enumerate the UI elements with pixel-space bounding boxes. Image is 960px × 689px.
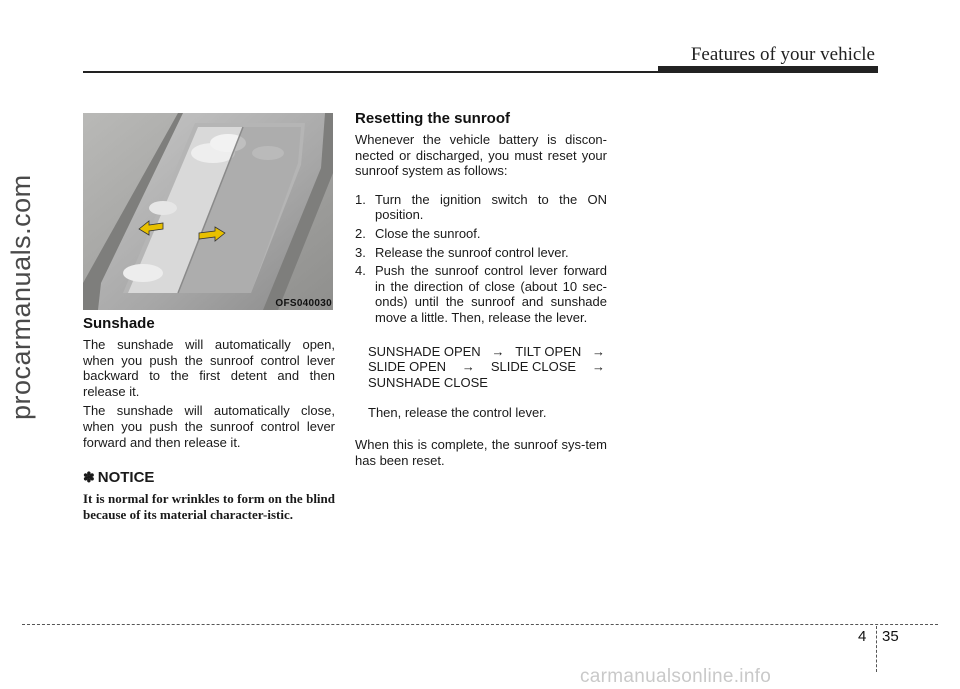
footer-divider (876, 626, 877, 672)
reset-heading: Resetting the sunroof (355, 110, 511, 127)
notice-title (83, 469, 335, 486)
sequence-item: SLIDE OPEN (368, 359, 447, 375)
chapter-number: 4 (858, 628, 867, 645)
reset-step: 3. Release the sunroof control lever. (355, 244, 569, 260)
arrow-right-icon: → (461, 359, 475, 375)
page-header-title: Features of your vehicle (690, 44, 875, 65)
sunshade-paragraph-open: The sunshade will automatically open, when you push the sunroof control lever backward to the first detent and then release it. (83, 337, 335, 399)
reset-step: 1. Turn the ignition switch to the ON position. (355, 191, 607, 223)
reset-step: 2. Close the sunroof. (355, 225, 481, 241)
notice-title-text: NOTICE (97, 469, 155, 487)
then-release-text: Then, release the control lever. (368, 405, 547, 421)
reset-step: 4. Push the sunroof control lever forward in the direction of close (about 10 sec-onds) until the sunroof and sunshade move a little. Then, release the lever. (355, 263, 607, 325)
side-watermark: procarmanuals.com (6, 174, 36, 420)
figure-code: OFS040030 (275, 298, 332, 309)
notice-text: It is normal for wrinkles to form on the blind because of its material character-istic. (83, 491, 335, 522)
reset-intro: Whenever the vehicle battery is discon-nected or discharged, you must reset your sunroof system as follows: (355, 132, 607, 179)
arrow-right-icon: → (491, 343, 505, 359)
page-number: 35 (882, 628, 899, 645)
sunshade-heading: Sunshade (83, 315, 155, 332)
reset-steps (355, 192, 607, 326)
sequence-item: TILT OPEN (515, 343, 582, 359)
notice-mark-icon: ✽ (83, 469, 95, 486)
reset-sequence (355, 344, 607, 391)
sequence-item: SUNSHADE CLOSE (368, 374, 488, 390)
sunshade-paragraph-close: The sunshade will automatically close, when you push the sunroof control lever forward and then release it. (83, 403, 335, 450)
right-column (355, 110, 607, 468)
reset-complete-text: When this is complete, the sunroof sys-tem has been reset. (355, 436, 607, 468)
arrow-right-icon: → (591, 343, 605, 359)
sequence-item: SUNSHADE OPEN (368, 343, 481, 359)
sunroof-drawing (83, 113, 333, 310)
sequence-item: SLIDE CLOSE (490, 359, 577, 375)
bottom-watermark: carmanualsonline.info (580, 666, 772, 687)
header-rule-accent (658, 66, 878, 73)
arrow-right-icon: → (591, 359, 605, 375)
left-column (83, 312, 335, 523)
footer-rule (22, 624, 938, 625)
sunroof-illustration (83, 113, 333, 310)
